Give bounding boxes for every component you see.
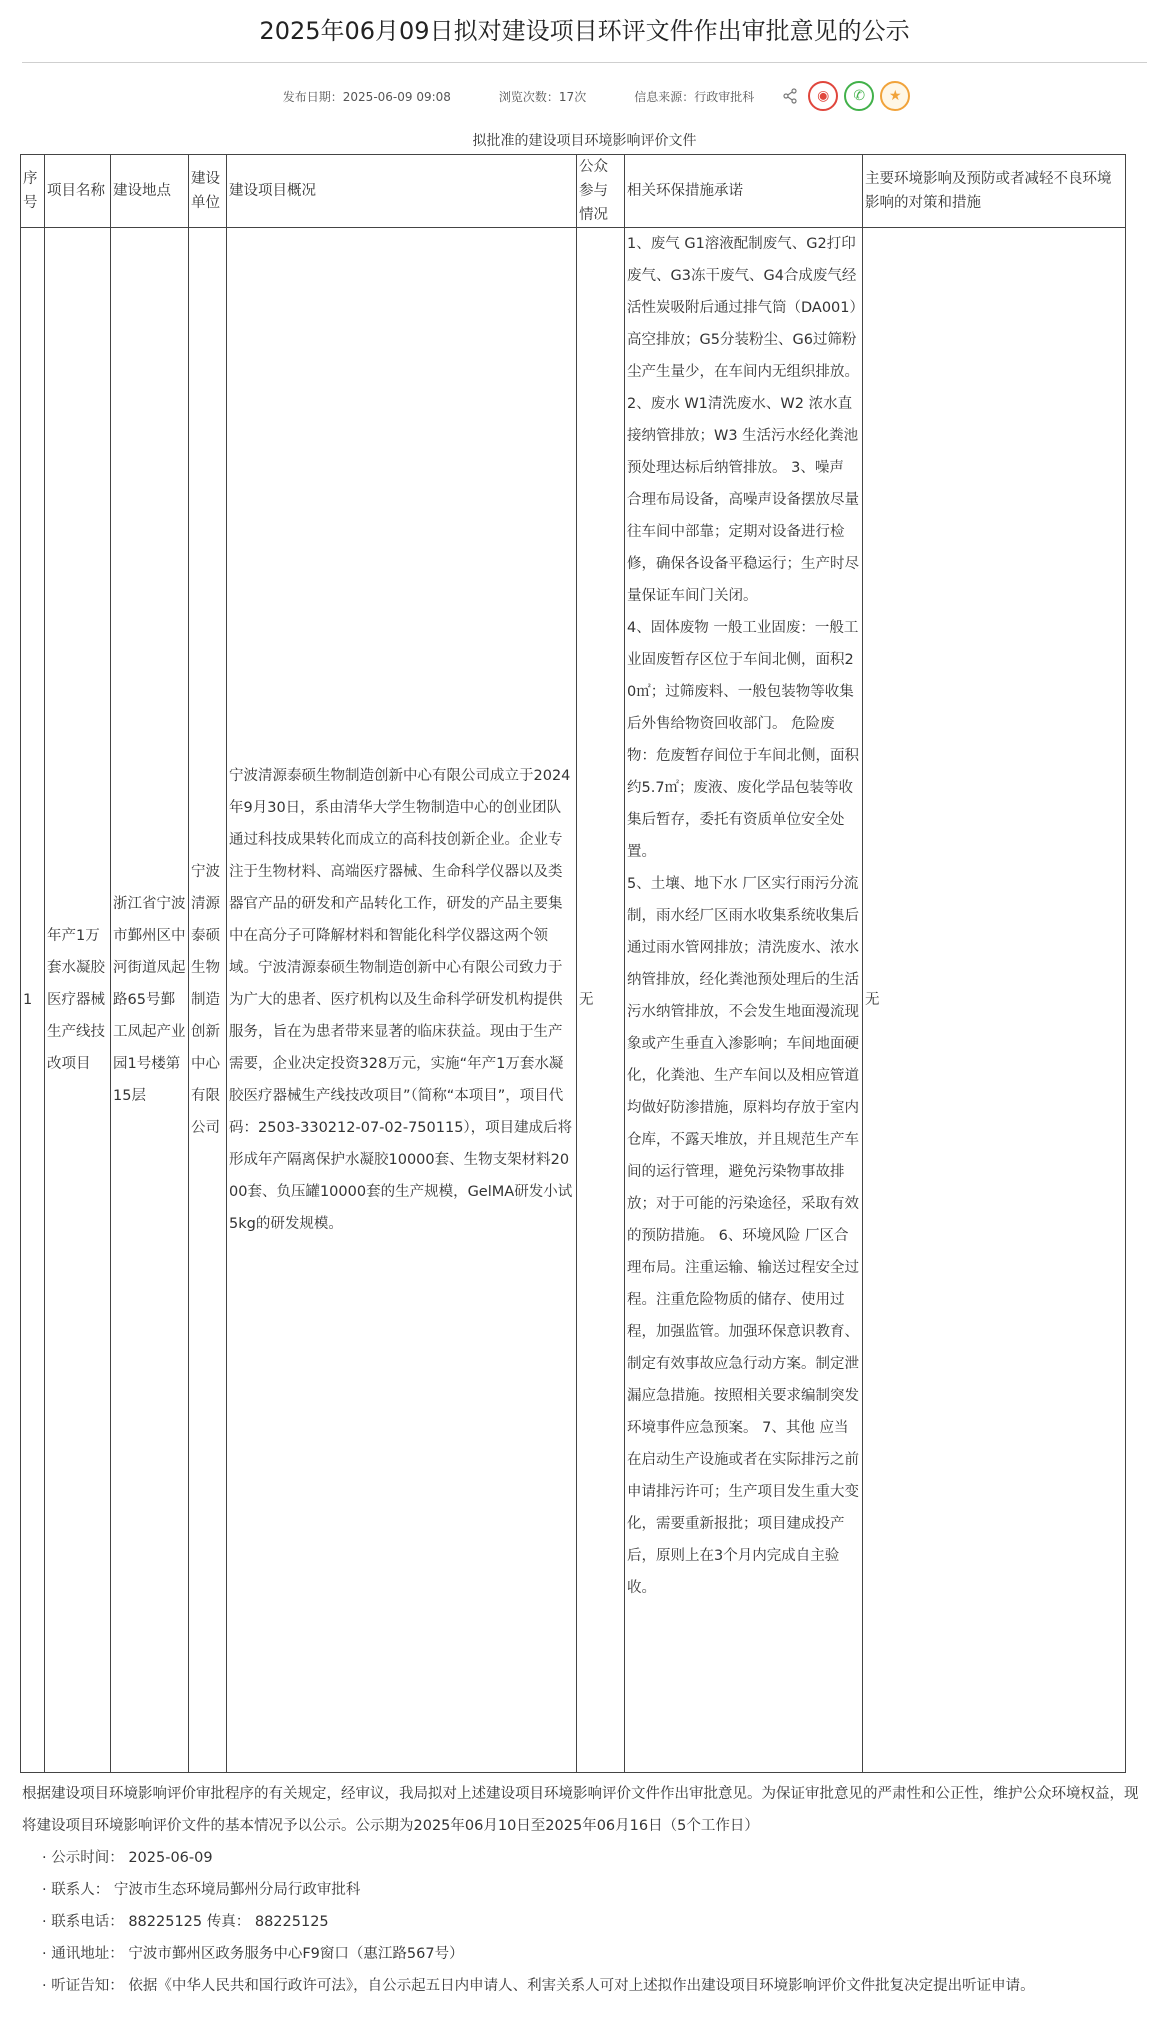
meta-bar xyxy=(22,63,1147,129)
header-name: 项目名称 xyxy=(45,155,111,228)
wechat-icon[interactable]: ✆ xyxy=(844,81,874,111)
notice-item: · 联系电话： 88225125 传真： 88225125 xyxy=(42,1914,329,1930)
notice-item: · 听证告知： 依据《中华人民共和国行政许可法》，自公示起五日内申请人、利害关系人可对上述拟作出建设项目环境影响评价文件批复决定提出听证申请。 xyxy=(42,1978,1035,1994)
view-count: 浏览次数：17次 xyxy=(498,89,587,104)
page-title: 2025年06月09日拟对建设项目环评文件作出审批意见的公示 xyxy=(259,17,910,45)
info-source: 信息来源：行政审批科 xyxy=(634,89,755,104)
notice-intro: 根据建设项目环境影响评价审批程序的有关规定，经审议，我局拟对上述建设项目环境影响评价文件作出审批意见。为保证审批意见的严肃性和公正性，维护公众环境权益，现将建设项目环境影响评价文件的基本情况予以公示。公示期为2025年06月10日至2025年06月16日（5个工作日） xyxy=(22,1786,1139,1834)
cell-location: 浙江省宁波市鄞州区中河街道凤起路65号鄞工凤起产业园1号楼第15层 xyxy=(111,228,189,1773)
header-public: 公众参与情况 xyxy=(577,155,625,228)
header-no: 序号 xyxy=(21,155,45,228)
page-content xyxy=(22,0,1147,153)
notice-item: · 联系人： 宁波市生态环境局鄞州分局行政审批科 xyxy=(42,1882,361,1898)
header-unit: 建设单位 xyxy=(189,155,227,228)
weibo-icon[interactable]: ◉ xyxy=(808,81,838,111)
cell-overview: 宁波清源泰硕生物制造创新中心有限公司成立于2024年9月30日，系由清华大学生物制造中心的创业团队通过科技成果转化而成立的高科技创新企业。企业专注于生物材料、高端医疗器械、生命科学仪器以及类器官产品的研发和产品转化工作，研发的产品主要集中在高分子可降解材料和智能化科学仪器这两个领域。宁波清源泰硕生物制造创新中心有限公司致力于为广大的患者、医疗机构以及生命科学研发机构提供服务，旨在为患者带来显著的临床获益。现由于生产需要，企业决定投资328万元，实施“年产1万套水凝胶医疗器械生产线技改项目”（简称“本项目”，项目代码：2503-330212-07-02-750115），项目建成后将形成年产隔离保护水凝胶10000套、生物支架材料2000套、负压罐10000套的生产规模，GelMA研发小试5kg的研发规模。 xyxy=(227,228,577,1773)
cell-unit: 宁波清源泰硕生物制造创新中心有限公司 xyxy=(189,228,227,1773)
header-location: 建设地点 xyxy=(111,155,189,228)
cell-no: 1 xyxy=(21,228,45,1773)
header-impact: 主要环境影响及预防或者减轻不良环境影响的对策和措施 xyxy=(863,155,1126,228)
header-overview: 建设项目概况 xyxy=(227,155,577,228)
cell-name: 年产1万套水凝胶医疗器械生产线技改项目 xyxy=(45,228,111,1773)
table-row xyxy=(21,228,1126,1773)
notice-footer xyxy=(22,1778,1147,2002)
table-caption: 拟批准的建设项目环境影响评价文件 xyxy=(472,133,697,149)
share-group xyxy=(782,81,910,111)
table-header-row xyxy=(21,155,1126,228)
publish-date: 发布日期：2025-06-09 09:08 xyxy=(282,89,451,104)
notice-item: · 公示时间： 2025-06-09 xyxy=(42,1850,213,1866)
header-measures: 相关环保措施承诺 xyxy=(625,155,863,228)
share-icon[interactable] xyxy=(782,88,798,104)
cell-public: 无 xyxy=(577,228,625,1773)
project-table xyxy=(20,154,1126,1773)
cell-measures: 1、废气 G1溶液配制废气、G2打印废气、G3冻干废气、G4合成废气经活性炭吸附后通过排气筒（DA001）高空排放；G5分装粉尘、G6过筛粉尘产生量少，在车间内无组织排放。 2、废水 W1清洗废水、W2 浓水直接纳管排放；W3 生活污水经化粪池预处理达标后纳管排放。 3、噪声 合理布局设备，高噪声设备摆放尽量往车间中部靠；定期对设备进行检修，确保各设备平稳运行；生产时尽量保证车间门关闭。 4、固体废物 一般工业固废：一般工业固废暂存区位于车间北侧，面积20㎡；过筛废料、一般包装物等收集后外售给物资回收部门。 危险废物：危废暂存间位于车间北侧，面积约5.7㎡；废液、废化学品包装等收集后暂存，委托有资质单位安全处置。 5、土壤、地下水 厂区实行雨污分流制，雨水经厂区雨水收集系统收集后通过雨水管网排放；清洗废水、浓水纳管排放，经化粪池预处理后的生活污水纳管排放，不会发生地面漫流现象或产生垂直入渗影响；车间地面硬化，化粪池、生产车间以及相应管道均做好防渗措施，原料均存放于室内仓库，不露天堆放，并且规范生产车间的运行管理，避免污染物事故排放；对于可能的污染途径，采取有效的预防措施。 6、环境风险 厂区合理布局。注重运输、输送过程安全过程。注重危险物质的储存、使用过程，加强监管。加强环保意识教育、制定有效事故应急行动方案。制定泄漏应急措施。按照相关要求编制突发环境事件应急预案。 7、其他 应当在启动生产设施或者在实际排污之前申请排污许可；生产项目发生重大变化，需要重新报批；项目建成投产后，原则上在3个月内完成自主验收。 xyxy=(625,228,863,1773)
favorite-star-icon[interactable]: ★ xyxy=(880,81,910,111)
cell-impact: 无 xyxy=(863,228,1126,1773)
notice-item: · 通讯地址： 宁波市鄞州区政务服务中心F9窗口（惠江路567号） xyxy=(42,1946,464,1962)
